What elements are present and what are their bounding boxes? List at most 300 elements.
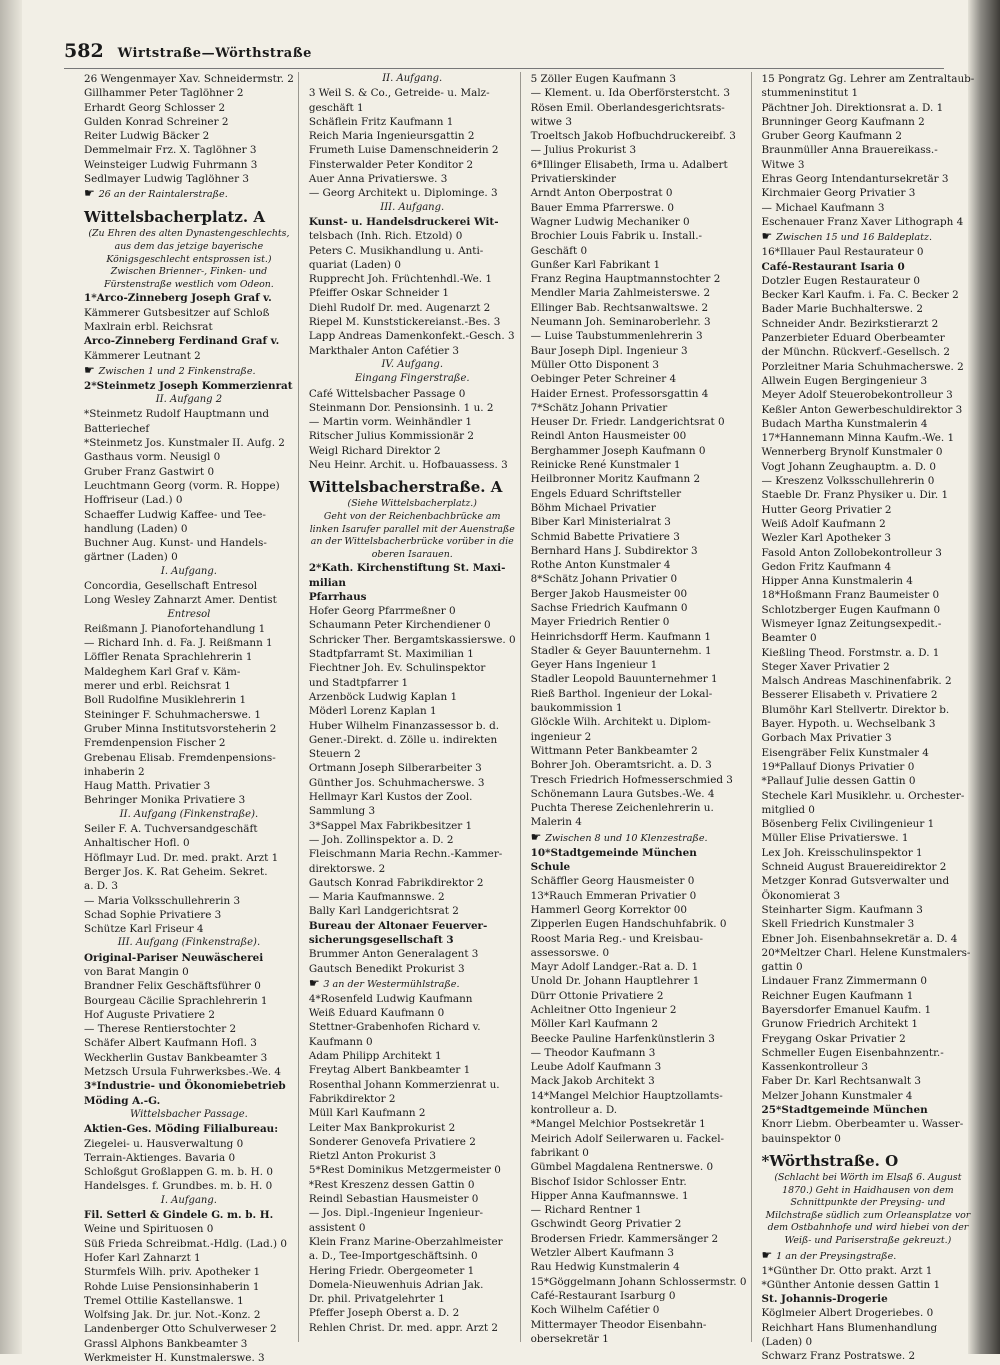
section-subheading: Eingang Fingerstraße. bbox=[354, 373, 470, 385]
directory-entry: Rothe Anton Kunstmaler 4 bbox=[530, 559, 671, 572]
directory-entry: Batteriechef bbox=[84, 422, 150, 435]
directory-entry: Huber Wilhelm Finanzassessor b. d. bbox=[308, 719, 500, 732]
directory-entry: Hutter Georg Privatier 2 bbox=[761, 503, 892, 516]
directory-entry: Schloßgut Großlappen G. m. b. H. 0 bbox=[84, 1166, 273, 1179]
directory-entry: Rupprecht Joh. Früchtenhdl.-We. 1 bbox=[308, 273, 492, 286]
directory-entry: ingenieur 2 bbox=[530, 730, 592, 743]
column-4 bbox=[761, 72, 979, 1363]
directory-entry: a. D., Tee-Importgeschäftsinh. 0 bbox=[308, 1250, 478, 1263]
directory-entry: Sturmfels Wilh. priv. Apotheker 1 bbox=[84, 1266, 261, 1279]
directory-entry: Rohde Luise Pensionsinhaberin 1 bbox=[84, 1280, 260, 1293]
directory-entry: Mayr Adolf Landger.-Rat a. D. 1 bbox=[530, 961, 699, 974]
directory-entry: Engels Eduard Schriftsteller bbox=[530, 487, 682, 500]
directory-entry: Neumann Joh. Seminaroberlehr. 3 bbox=[530, 316, 711, 329]
directory-entry: Schäfer Albert Kaufmann Hofl. 3 bbox=[84, 1037, 257, 1050]
directory-entry: Kaufmann 0 bbox=[308, 1035, 373, 1048]
directory-entry: Seiler F. A. Tuchversandgeschäft bbox=[84, 823, 258, 836]
section-subheading: I. Aufgang. bbox=[160, 1194, 217, 1206]
directory-entry: Ebner Joh. Eisenbahnsekretär a. D. 4 bbox=[761, 932, 958, 945]
column-1 bbox=[84, 72, 299, 1365]
directory-entry: — Michael Kaufmann 3 bbox=[761, 201, 885, 214]
directory-entry: Mittermayer Theodor Eisenbahn- bbox=[530, 1318, 707, 1331]
directory-entry: Handelsges. f. Grundbes. m. b. H. 0 bbox=[84, 1180, 273, 1193]
directory-entry-bold: 1*Arco-Zinneberg Joseph Graf v. bbox=[84, 292, 272, 305]
directory-entry: Hoffriseur (Lad.) 0 bbox=[84, 494, 183, 507]
directory-entry: Heinrichsdorff Herm. Kaufmann 1 bbox=[530, 630, 712, 643]
directory-entry: — Jos. Dipl.-Ingenieur Ingenieur- bbox=[308, 1207, 483, 1220]
directory-entry: der Münchn. Rückverf.-Gesellsch. 2 bbox=[761, 346, 950, 359]
directory-entry: Weigl Richard Direktor 2 bbox=[308, 444, 441, 457]
directory-entry: 15 Pongratz Gg. Lehrer am Zentraltaub- bbox=[761, 73, 975, 85]
directory-entry: Wagner Ludwig Mechaniker 0 bbox=[530, 215, 690, 228]
directory-entry: Stettner-Grabenhofen Richard v. bbox=[308, 1021, 481, 1034]
directory-entry: Schwarz Franz Postratswe. 2 bbox=[761, 1350, 916, 1363]
directory-entry-bold: Möding A.-G. bbox=[84, 1094, 161, 1107]
directory-entry: — Richard Rentner 1 bbox=[530, 1204, 642, 1217]
directory-entry: Gener.-Direkt. d. Zölle u. indirekten bbox=[308, 733, 498, 746]
directory-entry: Hof Auguste Privatiere 2 bbox=[84, 1008, 215, 1021]
directory-entry: Schlotzberger Eugen Kaufmann 0 bbox=[761, 603, 941, 616]
directory-entry: Bayer. Hypoth. u. Wechselbank 3 bbox=[761, 718, 936, 731]
directory-entry: Lindauer Franz Zimmermann 0 bbox=[761, 975, 927, 988]
directory-entry: assessorswe. 0 bbox=[530, 946, 610, 959]
directory-entry-bold: Fil. Setterl & Gindele G. m. b. H. bbox=[84, 1209, 274, 1222]
running-head: Wirtstraße—Wörthstraße bbox=[117, 46, 312, 61]
directory-entry: Wetzler Albert Kaufmann 3 bbox=[530, 1247, 674, 1260]
directory-entry: Heilbronner Moritz Kaufmann 2 bbox=[530, 473, 701, 486]
directory-entry: Rietzl Anton Prokurist 3 bbox=[308, 1150, 436, 1163]
directory-entry: Pächtner Joh. Direktionsrat a. D. 1 bbox=[761, 101, 944, 114]
directory-entry: Skell Friedrich Kunstmaler 3 bbox=[761, 918, 915, 931]
directory-entry: — Maria Volksschullehrerin 3 bbox=[84, 894, 241, 907]
directory-entry: *Steinmetz Jos. Kunstmaler II. Aufg. 2 bbox=[84, 437, 285, 450]
directory-entry: Schad Sophie Privatiere 3 bbox=[84, 908, 222, 921]
directory-entry-bold: Café-Restaurant Isaria 0 bbox=[761, 260, 905, 273]
directory-entry: Gunßer Karl Fabrikant 1 bbox=[530, 258, 661, 271]
directory-entry: Concordia, Gesellschaft Entresol bbox=[84, 579, 258, 592]
directory-entry-bold: Kunst- u. Handelsdruckerei Wit- bbox=[308, 215, 499, 228]
directory-entry: und Stadtpfarrer 1 bbox=[308, 676, 409, 689]
directory-entry: *Mangel Melchior Postsekretär 1 bbox=[530, 1118, 706, 1131]
directory-entry: Long Wesley Zahnarzt Amer. Dentist bbox=[84, 594, 277, 607]
directory-entry: — Luise Taubstummenlehrerin 3 bbox=[530, 330, 703, 343]
directory-entry: Maldeghem Karl Graf v. Käm- bbox=[84, 665, 241, 678]
directory-entry: Witwe 3 bbox=[761, 158, 805, 171]
directory-entry: Hering Friedr. Obergeometer 1 bbox=[308, 1264, 475, 1277]
directory-entry: Stadler Leopold Bauunternehmer 1 bbox=[530, 673, 718, 686]
directory-entry-bold: Bureau der Altonaer Feuerver- bbox=[308, 919, 488, 932]
directory-entry: Auer Anna Privatierswe. 3 bbox=[308, 173, 448, 186]
directory-entry: Braunmüller Anna Brauereikass.- bbox=[761, 144, 938, 157]
directory-entry: Sachse Friedrich Kaufmann 0 bbox=[530, 601, 688, 614]
section-subheading: III. Aufgang (Finkenstraße). bbox=[117, 937, 261, 949]
section-subheading: Entresol bbox=[167, 608, 211, 620]
directory-entry: — Therese Rentierstochter 2 bbox=[84, 1023, 237, 1036]
directory-entry: Bernhard Hans J. Subdirektor 3 bbox=[530, 544, 698, 557]
directory-entry: Café Wittelsbacher Passage 0 bbox=[308, 387, 466, 400]
directory-entry: 3*Sappel Max Fabrikbesitzer 1 bbox=[308, 819, 473, 832]
directory-entry: Domela-Nieuwenhuis Adrian Jak. bbox=[308, 1278, 484, 1291]
directory-entry: kontrolleur a. D. bbox=[530, 1104, 618, 1117]
directory-entry: quariat (Laden) 0 bbox=[308, 258, 401, 271]
directory-entry: 5 Zöller Eugen Kaufmann 3 bbox=[530, 73, 677, 85]
street-heading: *Wörthstraße. O bbox=[761, 1151, 899, 1170]
directory-entry: Müller Elise Privatierswe. 1 bbox=[761, 832, 909, 845]
directory-entry: Adam Philipp Architekt 1 bbox=[308, 1050, 442, 1063]
directory-entry: Steinharter Sigm. Kaufmann 3 bbox=[761, 903, 923, 916]
directory-entry: Hipper Anna Kaufmannswe. 1 bbox=[530, 1189, 689, 1202]
directory-entry: Gorbach Max Privatier 3 bbox=[761, 732, 892, 745]
directory-entry: Geyer Hans Ingenieur 1 bbox=[530, 659, 658, 672]
directory-entry: 13*Rauch Emmeran Privatier 0 bbox=[530, 889, 697, 902]
directory-entry: Hofer Karl Zahnarzt 1 bbox=[84, 1251, 201, 1264]
directory-entry: Wolfsing Jak. Dr. jur. Not.-Konz. 2 bbox=[84, 1309, 261, 1322]
directory-entry: Achleitner Otto Ingenieur 2 bbox=[530, 1004, 677, 1016]
directory-entry: 26 Wengenmayer Xav. Schneidermstr. 2 bbox=[84, 73, 294, 85]
pointer-note: ☛ 3 an der Westermühlstraße. bbox=[309, 976, 516, 992]
directory-entry: Rau Hedwig Kunstmalerin 4 bbox=[530, 1261, 680, 1274]
directory-entry: Meyer Adolf Steuerobekontrolleur 3 bbox=[761, 389, 953, 402]
directory-entry: — Richard Inh. d. Fa. J. Reißmann 1 bbox=[84, 637, 273, 650]
directory-entry: Berger Jos. K. Rat Geheim. Sekret. bbox=[84, 865, 268, 878]
directory-entry: Fleischmann Maria Rechn.-Kammer- bbox=[308, 848, 503, 861]
directory-entry: Finsterwalder Peter Konditor 2 bbox=[308, 158, 474, 171]
directory-entry: baukommission 1 bbox=[530, 702, 623, 715]
directory-entry: 17*Hannemann Minna Kaufm.-We. 1 bbox=[761, 432, 955, 445]
directory-entry: *Rest Kreszenz dessen Gattin 0 bbox=[308, 1178, 475, 1191]
directory-entry: Kämmerer Gutsbesitzer auf Schloß bbox=[84, 306, 270, 319]
directory-entry: Arzenböck Ludwig Kaplan 1 bbox=[308, 690, 458, 703]
directory-entry: Blumöhr Karl Stellvertr. Direktor b. bbox=[761, 703, 950, 716]
directory-entry: Bohrer Joh. Oberamtsricht. a. D. 3 bbox=[530, 759, 712, 772]
directory-entry: Ellinger Bab. Rechtsanwaltswe. 2 bbox=[530, 301, 709, 314]
directory-entry: 1*Günther Dr. Otto prakt. Arzt 1 bbox=[761, 1264, 933, 1277]
directory-entry: Reinicke René Kunstmaler 1 bbox=[530, 459, 681, 472]
directory-entry: Gulden Konrad Schreiner 2 bbox=[84, 115, 229, 128]
page-number: 582 bbox=[64, 40, 104, 62]
directory-entry: Gautsch Benedikt Prokurist 3 bbox=[308, 962, 465, 975]
directory-entry: 16*Illauer Paul Restaurateur 0 bbox=[761, 246, 924, 259]
directory-entry: Brodersen Friedr. Kammersänger 2 bbox=[530, 1232, 719, 1245]
directory-entry: Becker Karl Kaufm. i. Fa. C. Becker 2 bbox=[761, 289, 959, 302]
directory-entry: Eschenauer Franz Xaver Lithograph 4 bbox=[761, 215, 964, 228]
directory-entry: Müller Otto Disponent 3 bbox=[530, 358, 659, 371]
directory-entry: Rösen Emil. Oberlandesgerichtsrats- bbox=[530, 101, 725, 114]
directory-entry: gattin 0 bbox=[761, 961, 803, 974]
directory-entry: Werkmeister H. Kunstmalerswe. 3 bbox=[84, 1352, 265, 1365]
directory-entry: Bader Marie Buchhalterswe. 2 bbox=[761, 303, 923, 316]
directory-entry: Steger Xaver Privatier 2 bbox=[761, 660, 890, 673]
directory-entry: Dürr Ottonie Privatiere 2 bbox=[530, 989, 664, 1002]
directory-entry: Hammerl Georg Korrektor 00 bbox=[530, 903, 688, 916]
pointer-note: ☛ Zwischen 15 und 16 Baldeplatz. bbox=[762, 229, 975, 245]
directory-entry: Peters C. Musikhandlung u. Anti- bbox=[308, 244, 484, 257]
street-note: (Schlacht bei Wörth im Elsaß 6. August 1870.) Geht in Haidhausen von dem Schnittpunkte der Preysing- und Milchstraße südlich zum Orleansplatze vor dem Ostbahnhofe und wird hiebei von der Weiß- und Pariserstraße gekreuzt.) bbox=[765, 1171, 971, 1246]
directory-entry: Privatierskinder bbox=[530, 173, 617, 186]
directory-entry: Erhardt Georg Schlosser 2 bbox=[84, 101, 226, 114]
directory-entry: Zipperlen Eugen Handschuhfabrik. 0 bbox=[530, 918, 727, 931]
directory-entry: Rosenthal Johann Kommerzienrat u. bbox=[308, 1078, 500, 1091]
directory-entry: Anhaltischer Hofl. 0 bbox=[84, 837, 190, 850]
directory-entry: Meirich Adolf Seilerwaren u. Fackel- bbox=[530, 1132, 725, 1145]
street-heading: Wittelsbacherplatz. A bbox=[84, 208, 265, 227]
directory-entry-bold: 3*Industrie- und Ökonomiebetrieb bbox=[84, 1080, 286, 1093]
directory-entry: handlung (Laden) 0 bbox=[84, 522, 188, 535]
directory-entry: Arndt Anton Oberpostrat 0 bbox=[530, 187, 673, 200]
directory-entry: Bayersdorfer Emanuel Kaufm. 1 bbox=[761, 1004, 932, 1016]
directory-entry: Reißmann J. Pianofortehandlung 1 bbox=[84, 622, 266, 635]
directory-entry: Kämmerer Leutnant 2 bbox=[84, 349, 201, 362]
directory-entry: Brandner Felix Geschäftsführer 0 bbox=[84, 980, 261, 993]
directory-entry: Bourgeau Cäcilie Sprachlehrerin 1 bbox=[84, 994, 268, 1007]
directory-entry: Schaeffer Ludwig Kaffee- und Tee- bbox=[84, 508, 266, 521]
directory-entry: Gillhammer Peter Taglöhner 2 bbox=[84, 87, 244, 100]
directory-entry: 20*Meltzer Charl. Helene Kunstmalers- bbox=[761, 946, 971, 959]
directory-entry: Mayer Friedrich Rentier 0 bbox=[530, 616, 670, 629]
directory-entry: Mack Jakob Architekt 3 bbox=[530, 1075, 655, 1088]
directory-entry: Baur Joseph Dipl. Ingenieur 3 bbox=[530, 344, 688, 357]
column-3 bbox=[530, 72, 752, 1345]
directory-entry: Böhm Michael Privatier bbox=[530, 501, 656, 514]
directory-entry-bold: 10*Stadtgemeinde München bbox=[530, 846, 697, 859]
left-page-edge bbox=[0, 0, 22, 1354]
directory-entry-bold: 25*Stadtgemeinde München bbox=[761, 1104, 928, 1117]
directory-entry: fabrikant 0 bbox=[530, 1146, 589, 1159]
directory-entry: Hofer Georg Pfarrmeßner 0 bbox=[308, 605, 456, 618]
directory-entry: Melzer Johann Kunstmaler 4 bbox=[761, 1089, 913, 1102]
pointer-note: ☛ 26 an der Raintalerstraße. bbox=[84, 186, 294, 202]
directory-entry: Rehlen Christ. Dr. med. appr. Arzt 2 bbox=[308, 1321, 498, 1334]
section-subheading: II. Aufgang 2 bbox=[155, 394, 223, 406]
directory-entry: Köglmeier Albert Drogeriebes. 0 bbox=[761, 1307, 934, 1320]
directory-entry: Gautsch Konrad Fabrikdirektor 2 bbox=[308, 876, 484, 889]
directory-entry: Weine und Spirituosen 0 bbox=[84, 1223, 214, 1236]
directory-entry: Reiter Ludwig Bäcker 2 bbox=[84, 130, 210, 143]
directory-entry: stummeninstitut 1 bbox=[761, 87, 859, 100]
directory-entry: Stechele Karl Musiklehr. u. Orchester- bbox=[761, 789, 965, 802]
directory-entry: Schäflein Fritz Kaufmann 1 bbox=[308, 115, 454, 128]
directory-entry: Brummer Anton Generalagent 3 bbox=[308, 948, 479, 961]
directory-entry: Terrain-Aktienges. Bavaria 0 bbox=[84, 1151, 236, 1164]
directory-entry: Haider Ernest. Professorsgattin 4 bbox=[530, 387, 709, 400]
directory-entry: Maxlrain erbl. Reichsrat bbox=[84, 320, 213, 333]
directory-entry: Gasthaus vorm. Neusigl 0 bbox=[84, 451, 221, 464]
directory-entry: telsbach (Inh. Rich. Etzold) 0 bbox=[308, 230, 463, 243]
directory-entry: Gschwindt Georg Privatier 2 bbox=[530, 1218, 682, 1231]
directory-entry: *Günther Antonie dessen Gattin 1 bbox=[761, 1278, 941, 1291]
directory-entry: Löffler Renata Sprachlehrerin 1 bbox=[84, 651, 253, 664]
directory-entry: Sonderer Genovefa Privatiere 2 bbox=[308, 1135, 476, 1148]
directory-entry: mitglied 0 bbox=[761, 803, 815, 816]
directory-entry: Sammlung 3 bbox=[308, 805, 376, 818]
directory-entry: Berghammer Joseph Kaufmann 0 bbox=[530, 444, 706, 457]
directory-entry: Behringer Monika Privatiere 3 bbox=[84, 794, 246, 807]
directory-entry: Biber Karl Ministerialrat 3 bbox=[530, 516, 671, 529]
directory-entry: 4*Rosenfeld Ludwig Kaufmann bbox=[308, 992, 473, 1005]
directory-entry: Schneider Andr. Bezirkstierarzt 2 bbox=[761, 317, 939, 330]
directory-entry: Beamter 0 bbox=[761, 632, 817, 645]
section-subheading: III. Aufgang. bbox=[380, 201, 445, 213]
directory-entry: Landenberger Otto Schulverweser 2 bbox=[84, 1323, 277, 1336]
directory-entry: Wittmann Peter Bankbeamter 2 bbox=[530, 744, 698, 757]
directory-entry: Leuchtmann Georg (vorm. R. Hoppe) bbox=[84, 479, 280, 492]
directory-entry: Pfeffer Joseph Oberst a. D. 2 bbox=[308, 1307, 460, 1320]
directory-entry: von Barat Mangin 0 bbox=[84, 966, 189, 978]
directory-entry: Gedon Fritz Kaufmann 4 bbox=[761, 560, 892, 573]
directory-entry: Puchta Therese Zeichenlehrerin u. bbox=[530, 802, 714, 815]
directory-entry: 15*Göggelmann Johann Schlossermstr. 0 bbox=[530, 1275, 747, 1288]
directory-entry: merer und erbl. Reichsrat 1 bbox=[84, 680, 231, 693]
text-columns bbox=[84, 72, 975, 1365]
directory-entry: direktorswe. 2 bbox=[308, 862, 386, 875]
directory-entry: witwe 3 bbox=[530, 115, 572, 128]
directory-entry: Schütze Karl Friseur 4 bbox=[84, 923, 204, 936]
directory-entry: Malerin 4 bbox=[530, 816, 582, 829]
directory-entry: gärtner (Laden) 0 bbox=[84, 551, 178, 564]
street-note: Geht von der Reichenbachbrücke am linken Isarufer parallel mit der Auenstraße an der Wittelsbacherbrücke vorüber in die oberen Isarauen. bbox=[309, 510, 515, 560]
directory-entry: Demmelmair Frz. X. Taglöhner 3 bbox=[84, 144, 257, 157]
directory-entry: Lapp Andreas Damenkonfekt.-Gesch. 3 bbox=[308, 330, 515, 343]
directory-entry: Berger Jakob Hausmeister 00 bbox=[530, 587, 688, 600]
directory-entry: 3 Weil S. & Co., Getreide- u. Malz- bbox=[308, 87, 490, 100]
street-note: (Siehe Wittelsbacherplatz.) bbox=[347, 498, 477, 510]
directory-entry: Troeltsch Jakob Hofbuchdruckereibf. 3 bbox=[530, 130, 736, 143]
directory-entry: Ökonomierat 3 bbox=[761, 889, 841, 902]
directory-entry: geschäft 1 bbox=[308, 101, 364, 114]
directory-entry: Schmid Babette Privatiere 3 bbox=[530, 530, 680, 543]
directory-entry-bold: St. Johannis-Drogerie bbox=[761, 1293, 888, 1306]
directory-entry: — Georg Architekt u. Diplominge. 3 bbox=[308, 187, 498, 200]
directory-entry: assistent 0 bbox=[308, 1221, 366, 1234]
directory-entry: Weinsteiger Ludwig Fuhrmann 3 bbox=[84, 158, 258, 171]
directory-entry: Beecke Pauline Harfenkünstlerin 3 bbox=[530, 1032, 715, 1045]
directory-entry: Kassenkontrolleur 3 bbox=[761, 1061, 868, 1074]
directory-entry: Hellmayr Karl Kustos der Zool. bbox=[308, 791, 473, 804]
pointer-note: ☛ Zwischen 1 und 2 Finkenstraße. bbox=[84, 363, 294, 379]
directory-entry: Ehras Georg Intendantursekretär 3 bbox=[761, 173, 949, 186]
directory-entry: 18*Hoßmann Franz Baumeister 0 bbox=[761, 589, 940, 602]
directory-entry: Gümbel Magdalena Rentnerswe. 0 bbox=[530, 1161, 714, 1174]
directory-entry: Ziegelei- u. Hausverwaltung 0 bbox=[84, 1137, 244, 1150]
directory-entry: Roost Maria Reg.- und Kreisbau- bbox=[530, 932, 704, 945]
directory-entry: Leube Adolf Kaufmann 3 bbox=[530, 1061, 662, 1074]
directory-entry: Glöckle Wilh. Architekt u. Diplom- bbox=[530, 716, 711, 729]
directory-entry: Knorr Liebm. Oberbeamter u. Wasser- bbox=[761, 1118, 964, 1131]
directory-entry: Koch Wilhelm Cafétier 0 bbox=[530, 1304, 660, 1317]
directory-entry-bold: Schule bbox=[530, 861, 571, 874]
directory-entry: Sedlmayer Ludwig Taglöhner 3 bbox=[84, 173, 249, 186]
directory-entry: Reichhart Hans Blumenhandlung bbox=[761, 1321, 938, 1334]
directory-entry: Kießling Theod. Forstmstr. a. D. 1 bbox=[761, 646, 940, 659]
directory-entry: Reichner Eugen Kaufmann 1 bbox=[761, 989, 914, 1002]
directory-entry: Franz Regina Hauptmannstochter 2 bbox=[530, 273, 721, 286]
directory-entry: Lex Joh. Kreisschulinspektor 1 bbox=[761, 846, 923, 859]
directory-entry: Unold Dr. Johann Hauptlehrer 1 bbox=[530, 975, 700, 988]
directory-entry: Staeble Dr. Franz Physiker u. Dir. 1 bbox=[761, 489, 949, 502]
directory-entry: Günther Jos. Schuhmacherswe. 3 bbox=[308, 776, 485, 789]
directory-entry: Steinmann Dor. Pensionsinh. 1 u. 2 bbox=[308, 401, 494, 414]
directory-entry: Möderl Lorenz Kaplan 1 bbox=[308, 705, 437, 718]
directory-entry: Faber Dr. Karl Rechtsanwalt 3 bbox=[761, 1075, 921, 1088]
directory-entry: Höflmayr Lud. Dr. med. prakt. Arzt 1 bbox=[84, 851, 279, 864]
directory-entry-bold: Pfarrhaus bbox=[308, 590, 367, 603]
directory-entry: Eisengräber Felix Kunstmaler 4 bbox=[761, 746, 929, 759]
directory-entry: 5*Rest Dominikus Metzgermeister 0 bbox=[308, 1164, 501, 1177]
page-header bbox=[64, 40, 944, 69]
directory-entry: Geschäft 0 bbox=[530, 244, 588, 257]
directory-entry: Stadtpfarramt St. Maximilian 1 bbox=[308, 648, 474, 661]
directory-entry: Ortmann Joseph Silberarbeiter 3 bbox=[308, 762, 482, 775]
directory-entry: — Martin vorm. Weinhändler 1 bbox=[308, 416, 472, 429]
directory-entry-bold: sicherungsgesellschaft 3 bbox=[308, 934, 454, 946]
section-subheading: I. Aufgang. bbox=[160, 565, 217, 577]
directory-entry-bold: Aktien-Ges. Möding Filialbureau: bbox=[84, 1123, 279, 1136]
directory-entry: Bösenberg Felix Civilingenieur 1 bbox=[761, 818, 935, 831]
directory-entry: Allwein Eugen Bergingenieur 3 bbox=[761, 374, 928, 387]
directory-entry: Schmeller Eugen Eisenbahnzentr.- bbox=[761, 1046, 944, 1059]
directory-entry: Reindl Anton Hausmeister 00 bbox=[530, 430, 687, 443]
directory-entry: 7*Schätz Johann Privatier bbox=[530, 401, 668, 414]
street-heading: Wittelsbacherstraße. A bbox=[308, 478, 503, 497]
directory-entry: Bischof Isidor Schlosser Entr. bbox=[530, 1175, 687, 1188]
pointer-note: ☛ 1 an der Preysingstraße. bbox=[762, 1248, 975, 1264]
section-subheading: II. Aufgang (Finkenstraße). bbox=[119, 808, 259, 820]
directory-entry: Reich Maria Ingenieursgattin 2 bbox=[308, 130, 475, 143]
directory-entry: Gruber Georg Kaufmann 2 bbox=[761, 130, 903, 143]
directory-entry-bold: Original-Pariser Neuwäscherei bbox=[84, 951, 264, 964]
directory-entry: Neu Heinr. Archit. u. Hofbauassess. 3 bbox=[308, 459, 508, 472]
directory-entry: Frumeth Luise Damenschneiderin 2 bbox=[308, 144, 499, 157]
directory-entry: Mendler Maria Zahlmeisterswe. 2 bbox=[530, 287, 711, 300]
directory-entry: Gruber Franz Gastwirt 0 bbox=[84, 465, 215, 478]
directory-entry: Kirchmaier Georg Privatier 3 bbox=[761, 187, 916, 200]
directory-entry: Steininger F. Schuhmacherswe. 1 bbox=[84, 708, 262, 721]
directory-entry: Weckherlin Gustav Bankbeamter 3 bbox=[84, 1051, 268, 1064]
directory-entry: Freygang Oskar Privatier 2 bbox=[761, 1032, 906, 1045]
directory-entry: Boll Rudolfine Musiklehrerin 1 bbox=[84, 694, 247, 707]
directory-entry-bold: Arco-Zinneberg Ferdinand Graf v. bbox=[84, 335, 280, 348]
directory-entry: Bauer Emma Pfarrerswe. 0 bbox=[530, 201, 675, 214]
directory-entry: — Maria Kaufmannswe. 2 bbox=[308, 891, 445, 904]
directory-entry-bold: 2*Steinmetz Joseph Kommerzienrat bbox=[84, 379, 293, 392]
directory-entry: (Laden) 0 bbox=[761, 1336, 813, 1349]
directory-entry: — Kreszenz Volksschullehrerin 0 bbox=[761, 475, 935, 488]
column-2 bbox=[309, 72, 521, 1342]
directory-entry: Hipper Anna Kunstmalerin 4 bbox=[761, 575, 913, 588]
directory-entry: Stadler & Geyer Bauunternehm. 1 bbox=[530, 644, 712, 657]
directory-entry: Reindl Sebastian Hausmeister 0 bbox=[308, 1193, 479, 1206]
directory-entry: *Steinmetz Rudolf Hauptmann und bbox=[84, 408, 270, 421]
directory-entry: Fabrikdirektor 2 bbox=[308, 1092, 396, 1105]
directory-entry: Metzsch Ursula Fuhrwerksbes.-We. 4 bbox=[84, 1066, 281, 1079]
directory-entry: Markthaler Anton Cafétier 3 bbox=[308, 344, 460, 357]
directory-entry: Schönemann Laura Gutsbes.-We. 4 bbox=[530, 787, 715, 800]
directory-entry: Rieß Barthol. Ingenieur der Lokal- bbox=[530, 687, 713, 700]
directory-entry: Café-Restaurant Isarburg 0 bbox=[530, 1289, 676, 1302]
directory-entry: Fasold Anton Zollobekontrolleur 3 bbox=[761, 546, 942, 559]
directory-entry-bold: milian bbox=[308, 576, 346, 589]
directory-entry: Malsch Andreas Maschinenfabrik. 2 bbox=[761, 675, 952, 688]
directory-entry: *Pallauf Julie dessen Gattin 0 bbox=[761, 775, 916, 788]
directory-entry: Fiechtner Joh. Ev. Schulinspektor bbox=[308, 662, 486, 675]
directory-entry: Schricker Ther. Bergamtskassierswe. 0 bbox=[308, 633, 516, 646]
directory-entry: bauinspektor 0 bbox=[761, 1132, 841, 1145]
directory-entry: Buchner Aug. Kunst- und Handels- bbox=[84, 537, 267, 550]
section-subheading: Wittelsbacher Passage. bbox=[129, 1108, 248, 1120]
directory-entry: 14*Mangel Melchior Hauptzollamts- bbox=[530, 1089, 723, 1102]
directory-entry: Klein Franz Marine-Oberzahlmeister bbox=[308, 1235, 503, 1248]
directory-entry: Vogt Johann Zeughauptm. a. D. 0 bbox=[761, 460, 936, 473]
